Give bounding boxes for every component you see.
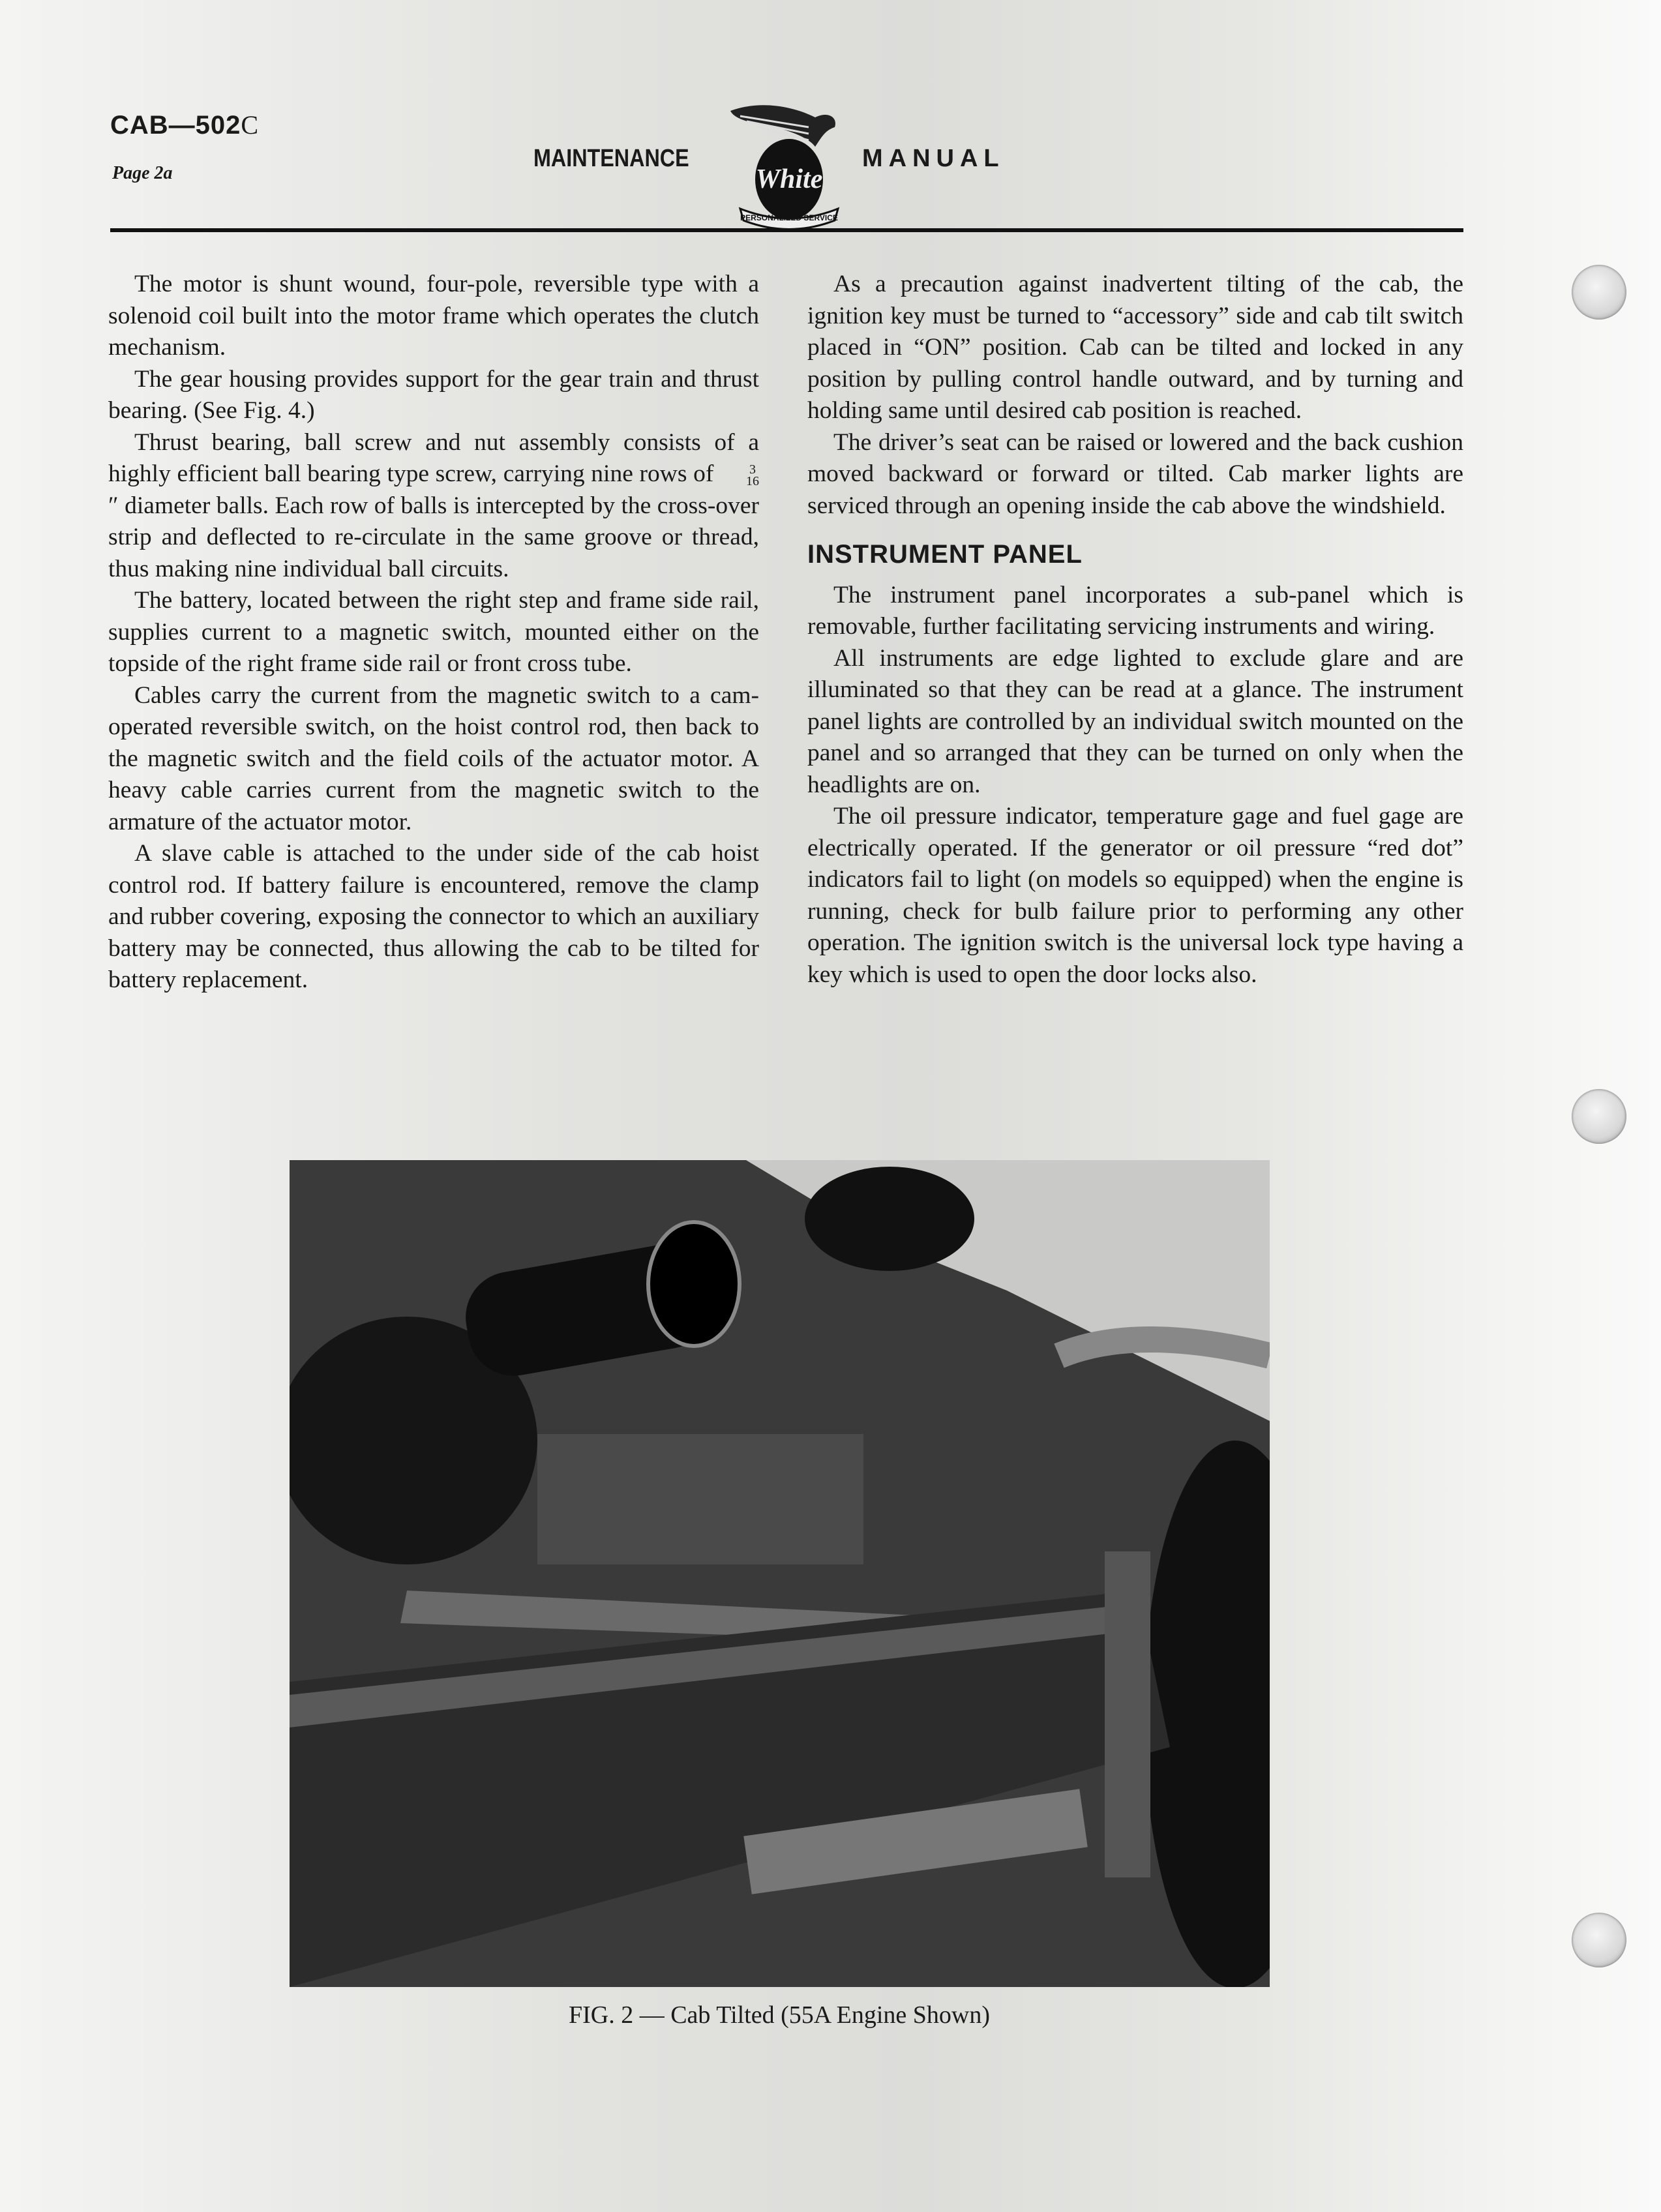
figure-caption: FIG. 2 — Cab Tilted (55A Engine Shown) [568,2001,991,2029]
svg-text:White: White [755,164,823,194]
white-eagle-logo [717,98,861,228]
paragraph: A slave cable is attached to the under side of the cab hoist control rod. If battery failure is encountered, remove the clamp and rubber covering, exposing the connector to which an auxiliary battery may be connected, thus allowing the cab to be tilted for battery replacement. [108,840,759,993]
left-column [108,269,759,996]
engine-photo [290,1160,1270,1987]
paragraph: Thrust bearing, ball screw and nut assembly consists of a highly efficient ball bearing type screw, carrying nine rows of 3 16 ″ diameter balls. Each row of balls is intercepted by the cross-over strip and deflected to re-circulate in the same groove or thread, thus making nine individual ball circuits. [108,428,759,582]
punch-hole [1572,1913,1626,1967]
document-id: CAB—502C [110,110,260,140]
paragraph: The driver’s seat can be raised or lowered and the back cushion moved backward or forward or tilted. Cab marker lights are serviced through an opening inside the cab above the windshield. [807,428,1463,519]
section-heading: INSTRUMENT PANEL [807,540,1083,569]
header-title-right: MANUAL [862,145,1005,172]
punch-hole [1572,1089,1626,1144]
paragraph: As a precaution against inadvertent tilting of the cab, the ignition key must be turned to “accessory” side and cab tilt switch placed in “ON” position. Cab can be tilted and locked in any position by pulling control handle outward, and by turning and holding same until desired cab position is reached. [807,271,1463,424]
paragraph: The gear housing provides support for the gear train and thrust bearing. (See Fig. 4.) [108,365,759,424]
right-column [807,269,1463,991]
paragraph: The battery, located between the right step and frame side rail, supplies current to a magnetic switch, mounted either on the topside of the right frame side rail or front cross tube. [108,587,759,677]
paragraph: The instrument panel incorporates a sub-panel which is removable, further facilitating servicing instruments and wiring. [807,581,1463,640]
paragraph: The motor is shunt wound, four-pole, reversible type with a solenoid coil built into the motor frame which operates the clutch mechanism. [108,271,759,361]
header-rule [110,228,1463,232]
header-title-left: MAINTENANCE [533,145,689,172]
page-number: Page 2a [112,163,173,183]
svg-text:PERSONALIZED SERVICE: PERSONALIZED SERVICE [740,213,838,222]
paragraph: All instruments are edge lighted to exclude glare and are illuminated so that they can be read at a glance. The instrument panel lights are controlled by an individual switch mounted on the panel and so arranged that they can be turned on only when the headlights are on. [807,644,1463,798]
fraction: 3 16 [746,462,759,489]
punch-hole [1572,265,1626,320]
paragraph: The oil pressure indicator, temperature gage and fuel gage are electrically operated. If the generator or oil pressure “red dot” indicators fail to light (on models so equipped) when the engine is running, check for bulb failure prior to performing any other operation. The ignition switch is the universal lock type having a key which is used to open the door locks also. [807,803,1463,988]
paragraph: Cables carry the current from the magnetic switch to a cam-operated reversible switch, on the hoist control rod, then back to the magnetic switch and the field coils of the actuator motor. A heavy cable carries current from the magnetic switch to the armature of the actuator motor. [108,681,759,835]
